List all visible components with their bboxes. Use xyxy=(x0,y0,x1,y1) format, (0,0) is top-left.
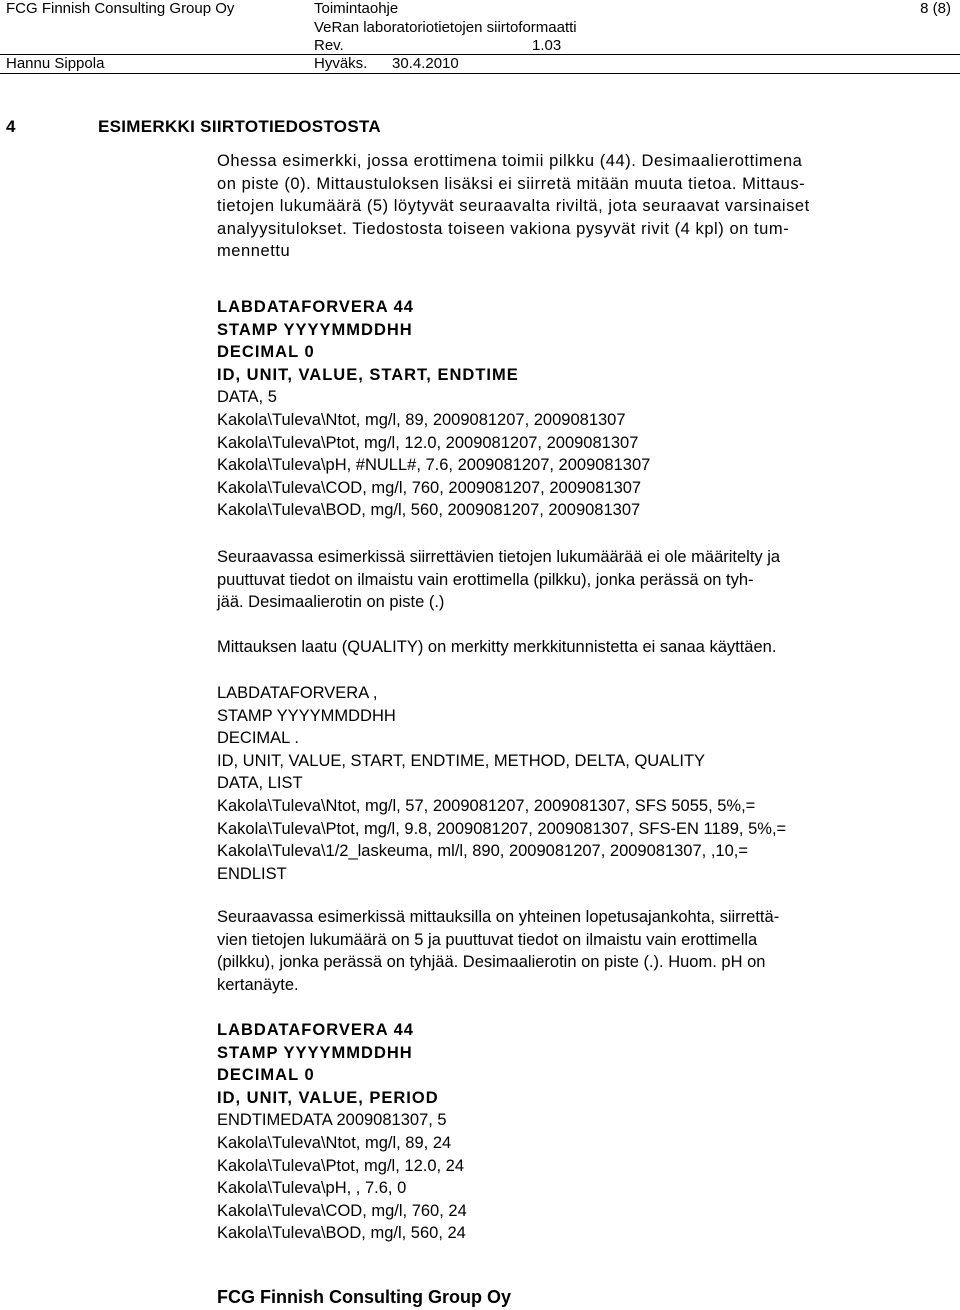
code-line-bold: LABDATAFORVERA 44 xyxy=(217,1021,414,1039)
section-heading xyxy=(6,117,381,137)
code-line: ENDLIST xyxy=(217,864,287,883)
header-company: FCG Finnish Consulting Group Oy xyxy=(6,0,235,17)
code-line: Kakola\Tuleva\pH, , 7.6, 0 xyxy=(217,1179,407,1198)
code-line: Kakola\Tuleva\Ntot, mg/l, 89, 24 xyxy=(217,1133,452,1152)
text-line: Ohessa esimerkki, jossa erottimena toimii pilkku (44). Desimaalierottimena xyxy=(217,152,803,170)
code-line: ID, UNIT, VALUE, START, ENDTIME, METHOD, DELTA, QUALITY xyxy=(217,751,706,770)
text-line: puuttuvat tiedot on ilmaistu vain erottimella (pilkku), jonka perässä on tyh- xyxy=(217,570,754,589)
code-line: DATA, 5 xyxy=(217,388,277,407)
text-line: on piste (0). Mittaustuloksen lisäksi ei siirretä mitään muuta tietoa. Mittaus- xyxy=(217,174,806,193)
code-line-bold: ID, UNIT, VALUE, PERIOD xyxy=(217,1088,439,1107)
code-line: DATA, LIST xyxy=(217,774,303,793)
paragraph-2 xyxy=(217,546,952,614)
text-line: Mittauksen laatu (QUALITY) on merkitty merkkitunnistetta ei sanaa käyttäen. xyxy=(217,638,777,656)
code-line: ENDTIMEDATA 2009081307, 5 xyxy=(217,1111,447,1130)
code-line-bold: STAMP YYYYMMDDHH xyxy=(217,1043,413,1062)
text-line: kertanäyte. xyxy=(217,975,299,994)
header-rule-bottom xyxy=(0,73,960,74)
code-line: Kakola\Tuleva\Ptot, mg/l, 12.0, 24 xyxy=(217,1156,465,1175)
example-1-code-block xyxy=(217,296,650,522)
header-page-number: 8 (8) xyxy=(920,0,951,17)
text-line: tietojen lukumäärä (5) löytyvät seuraavalta riviltä, jota seuraavat varsinaiset xyxy=(217,197,810,216)
code-line-bold: LABDATAFORVERA 44 xyxy=(217,298,414,316)
header-rev-value: 1.03 xyxy=(532,37,562,54)
text-line: analyysitulokset. Tiedostosta toiseen vakiona pysyvät rivit (4 kpl) on tum- xyxy=(217,219,790,238)
code-line-bold: ID, UNIT, VALUE, START, ENDTIME xyxy=(217,365,519,384)
section-title: ESIMERKKI SIIRTOTIEDOSTOSTA xyxy=(98,117,381,136)
text-line: mennettu xyxy=(217,242,291,261)
text-line: vien tietojen lukumäärä on 5 ja puuttuvat tiedot on ilmaistu vain erottimella xyxy=(217,930,758,949)
footer-company: FCG Finnish Consulting Group Oy xyxy=(217,1287,511,1307)
code-line: DECIMAL . xyxy=(217,729,299,748)
header-approved-date: 30.4.2010 xyxy=(392,55,459,72)
code-line: Kakola\Tuleva\COD, mg/l, 760, 2009081207, 2009081307 xyxy=(217,478,642,497)
code-line: Kakola\Tuleva\Ntot, mg/l, 57, 2009081207, 2009081307, SFS 5055, 5%,= xyxy=(217,796,756,815)
text-line: (pilkku), jonka perässä on tyhjää. Desimaalierotin on piste (.). Huom. pH on xyxy=(217,953,766,972)
code-line: Kakola\Tuleva\COD, mg/l, 760, 24 xyxy=(217,1201,467,1220)
header-rev-label: Rev. xyxy=(314,37,344,54)
code-line-bold: STAMP YYYYMMDDHH xyxy=(217,320,413,339)
example-3-code-block xyxy=(217,1019,467,1245)
code-line: Kakola\Tuleva\Ntot, mg/l, 89, 2009081207, 2009081307 xyxy=(217,410,626,429)
text-line: Seuraavassa esimerkissä mittauksilla on yhteinen lopetusajankohta, siirrettä- xyxy=(217,908,780,926)
header-doc-title: VeRan laboratoriotietojen siirtoformaatti xyxy=(314,19,577,36)
section-number: 4 xyxy=(6,117,16,136)
header-rule-top xyxy=(0,54,960,55)
paragraph-4 xyxy=(217,906,952,996)
text-line: Seuraavassa esimerkissä siirrettävien tietojen lukumäärää ei ole määritelty ja xyxy=(217,548,781,566)
code-line-bold: DECIMAL 0 xyxy=(217,343,315,362)
code-line: Kakola\Tuleva\1/2_laskeuma, ml/l, 890, 2009081207, 2009081307, ,10,= xyxy=(217,842,748,861)
code-line: Kakola\Tuleva\BOD, mg/l, 560, 2009081207, 2009081307 xyxy=(217,501,641,520)
paragraph-3 xyxy=(217,636,952,659)
code-line: Kakola\Tuleva\BOD, mg/l, 560, 24 xyxy=(217,1224,466,1243)
code-line: STAMP YYYYMMDDHH xyxy=(217,706,396,725)
example-2-code-block xyxy=(217,682,786,885)
code-line: LABDATAFORVERA , xyxy=(217,684,378,702)
code-line: Kakola\Tuleva\Ptot, mg/l, 12.0, 2009081207, 2009081307 xyxy=(217,433,639,452)
code-line: Kakola\Tuleva\Ptot, mg/l, 9.8, 2009081207, 2009081307, SFS-EN 1189, 5%,= xyxy=(217,819,787,838)
code-line-bold: DECIMAL 0 xyxy=(217,1066,315,1085)
intro-paragraph xyxy=(217,150,952,263)
text-line: jää. Desimaalierotin on piste (.) xyxy=(217,593,445,612)
header-approved-label: Hyväks. xyxy=(314,55,368,72)
code-line: Kakola\Tuleva\pH, #NULL#, 7.6, 2009081207, 2009081307 xyxy=(217,456,651,475)
header-doc-type: Toimintaohje xyxy=(314,0,399,17)
header-author: Hannu Sippola xyxy=(6,55,105,72)
